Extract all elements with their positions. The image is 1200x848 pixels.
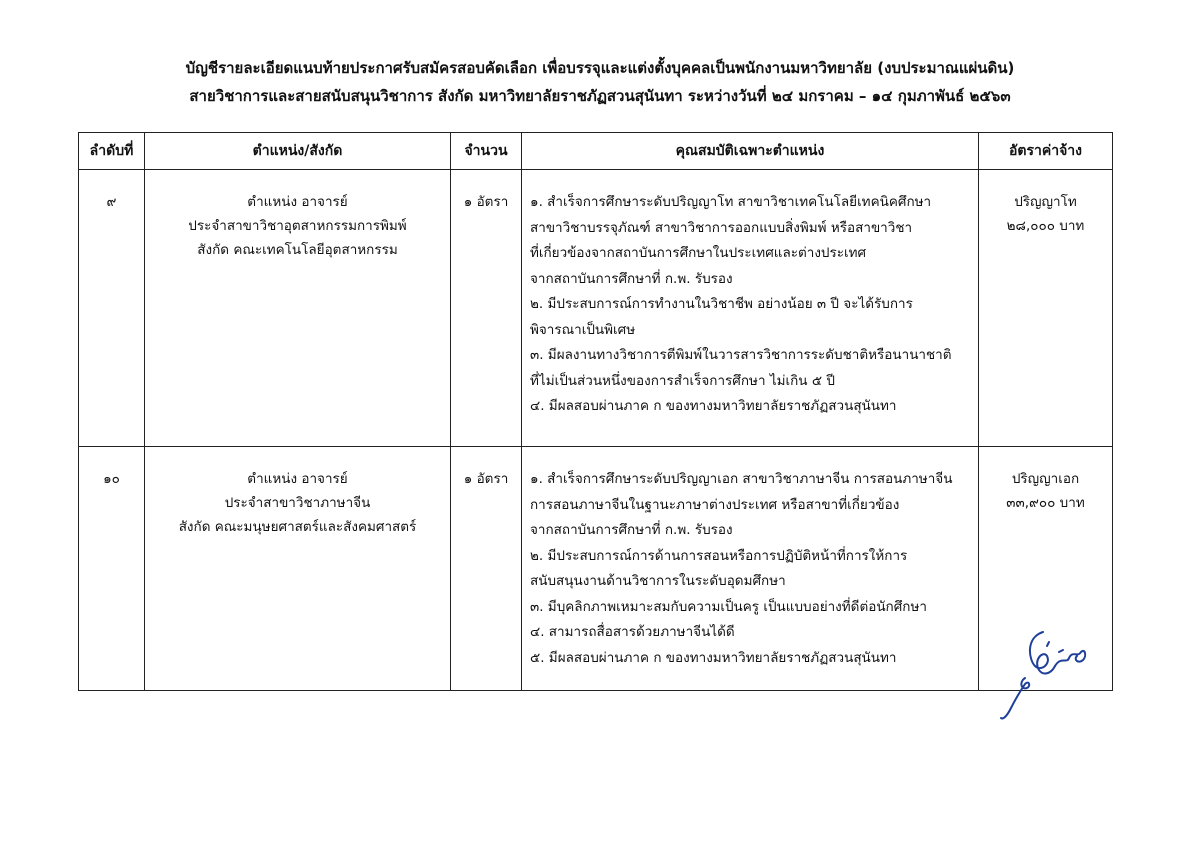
position-faculty: สังกัด คณะมนุษยศาสตร์และสังคมศาสตร์ bbox=[178, 519, 417, 535]
position-title: ตำแหน่ง อาจารย์ bbox=[247, 194, 348, 210]
table-row bbox=[79, 447, 1113, 691]
row-number bbox=[79, 170, 145, 447]
qualification-line: ที่ไม่เป็นส่วนหนึ่งของการสำเร็จการศึกษา ไม่เกิน ๕ ปี bbox=[530, 372, 835, 389]
count-cell bbox=[451, 170, 522, 447]
count-cell bbox=[451, 447, 522, 691]
qualification-line: ๒. มีประสบการณ์การทำงานในวิชาชีพ อย่างน้อย ๓ ปี จะได้รับการ bbox=[530, 296, 913, 312]
row-number bbox=[79, 447, 145, 691]
header-qualifications: คุณสมบัติเฉพาะตำแหน่ง bbox=[522, 133, 979, 170]
table-header-row bbox=[79, 133, 1113, 170]
qualification-line: ๓. มีผลงานทางวิชาการตีพิมพ์ในวารสารวิชาการระดับชาติหรือนานาชาติ bbox=[530, 347, 952, 363]
document-title-line-1: บัญชีรายละเอียดแนบท้ายประกาศรับสมัครสอบคัดเลือก เพื่อบรรจุและแต่งตั้งบุคคลเป็นพนักงานมหาวิทยาลัย (งบประมาณแผ่นดิน) bbox=[185, 59, 1015, 77]
position-title: ตำแหน่ง อาจารย์ bbox=[247, 471, 348, 487]
position-faculty: สังกัด คณะเทคโนโลยีอุตสาหกรรม bbox=[197, 242, 398, 258]
count-text: ๑ อัตรา bbox=[463, 471, 509, 487]
qualification-line: ๓. มีบุคลิกภาพเหมาะสมกับความเป็นครู เป็นแบบอย่างที่ดีต่อนักศึกษา bbox=[530, 598, 927, 615]
salary-amount: ๓๓,๙๐๐ บาท bbox=[1006, 495, 1085, 511]
header-no: ลำดับที่ bbox=[79, 133, 145, 170]
header-count: จำนวน bbox=[451, 133, 522, 170]
document-title-line-2: สายวิชาการและสายสนับสนุนวิชาการ สังกัด มหาวิทยาลัยราชภัฏสวนสุนันทา ระหว่างวันที่ ๒๔ มกราคม – ๑๔ กุมภาพันธ์ ๒๕๖๓ bbox=[189, 87, 1011, 105]
qualification-line: สาขาวิชาบรรจุภัณฑ์ สาขาวิชาการออกแบบสิ่งพิมพ์ หรือสาขาวิชา bbox=[530, 219, 913, 236]
salary-amount: ๒๘,๐๐๐ บาท bbox=[1006, 218, 1085, 234]
row-number-text: ๙ bbox=[106, 194, 117, 210]
header-salary: อัตราค่าจ้าง bbox=[979, 133, 1113, 170]
position-cell bbox=[145, 170, 451, 447]
qualification-line: ๒. มีประสบการณ์การด้านการสอนหรือการปฏิบัติหน้าที่การให้การ bbox=[530, 547, 908, 564]
qualification-line: จากสถาบันการศึกษาที่ ก.พ. รับรอง bbox=[530, 270, 733, 287]
salary-degree: ปริญญาโท bbox=[1014, 194, 1077, 210]
qualification-line: ๔. สามารถสื่อสารด้วยภาษาจีนได้ดี bbox=[530, 624, 735, 640]
position-cell bbox=[145, 447, 451, 691]
qualification-line: ที่เกี่ยวข้องจากสถาบันการศึกษาในประเทศและต่างประเทศ bbox=[530, 245, 867, 261]
header-position: ตำแหน่ง/สังกัด bbox=[145, 133, 451, 170]
row-number-text: ๑๐ bbox=[103, 471, 120, 487]
qualification-line: การสอนภาษาจีนในฐานะภาษาต่างประเทศ หรือสาขาที่เกี่ยวข้อง bbox=[530, 496, 900, 513]
handwritten-signature bbox=[985, 630, 1095, 725]
qualifications-cell bbox=[522, 447, 979, 691]
table-row bbox=[79, 170, 1113, 447]
qualification-line: ๔. มีผลสอบผ่านภาค ก ของทางมหาวิทยาลัยราชภัฏสวนสุนันทา bbox=[530, 398, 897, 414]
qualification-line: สนับสนุนงานด้านวิชาการในระดับอุดมศึกษา bbox=[530, 573, 786, 589]
qualification-line: ๑. สำเร็จการศึกษาระดับปริญญาเอก สาขาวิชาภาษาจีน การสอนภาษาจีน bbox=[530, 471, 953, 487]
position-program: ประจำสาขาวิชาอุตสาหกรรมการพิมพ์ bbox=[188, 218, 407, 234]
count-text: ๑ อัตรา bbox=[463, 194, 509, 210]
salary-cell bbox=[979, 170, 1113, 447]
qualification-line: ๕. มีผลสอบผ่านภาค ก ของทางมหาวิทยาลัยราชภัฏสวนสุนันทา bbox=[530, 649, 897, 666]
qualification-line: จากสถาบันการศึกษาที่ ก.พ. รับรอง bbox=[530, 522, 733, 538]
qualification-line: ๑. สำเร็จการศึกษาระดับปริญญาโท สาขาวิชาเทคโนโลยีเทคนิคศึกษา bbox=[530, 194, 932, 210]
position-program: ประจำสาขาวิชาภาษาจีน bbox=[224, 495, 371, 511]
salary-degree: ปริญญาเอก bbox=[1011, 471, 1080, 487]
qualification-line: พิจารณาเป็นพิเศษ bbox=[530, 321, 636, 338]
positions-table bbox=[78, 132, 1113, 691]
qualifications-cell bbox=[522, 170, 979, 447]
